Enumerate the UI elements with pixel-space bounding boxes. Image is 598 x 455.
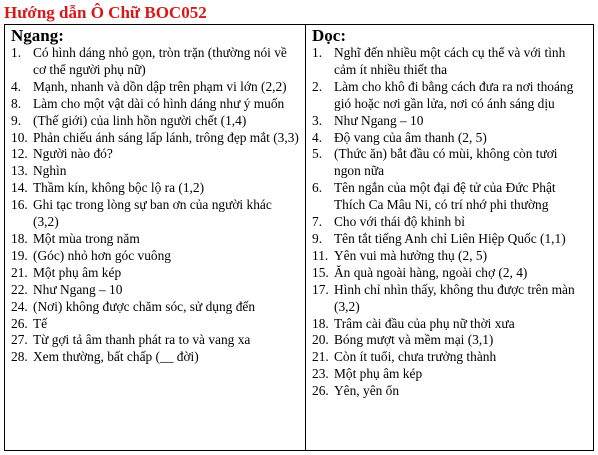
clue-number: 26. xyxy=(312,383,329,399)
clue-text: Cho với thái độ khinh bỉ xyxy=(334,214,465,230)
clue-number: 21. xyxy=(11,264,28,280)
down-clue xyxy=(312,383,587,400)
across-clue xyxy=(11,332,299,349)
down-column xyxy=(306,25,593,450)
clue-text: Còn ít tuổi, chưa trưởng thành xyxy=(334,349,497,365)
clue-number: 13. xyxy=(11,163,28,179)
clue-number: 16. xyxy=(11,197,28,213)
clue-number: 7. xyxy=(312,214,323,230)
clue-text: Nghĩ đến nhiều một cách cụ thể và với tình cảm ít nhiều thiết tha xyxy=(334,45,566,77)
clue-text: Trâm cài đầu của phụ nữ thời xưa xyxy=(334,315,515,331)
clue-text: Một phụ âm kép xyxy=(334,366,423,382)
clue-number: 1. xyxy=(11,45,22,60)
clue-text: (Thức ăn) bắt đầu có mùi, không còn tươi ngon nữa xyxy=(334,146,558,179)
down-clue-list xyxy=(312,45,587,400)
across-clue xyxy=(11,282,299,299)
clue-number: 2. xyxy=(312,78,323,94)
clue-text: Làm cho khô đi bằng cách đưa ra nơi thoáng gió hoặc nơi gần lửa, nơi có ánh sáng dịu xyxy=(334,78,574,111)
clue-number: 27. xyxy=(11,332,28,348)
across-clue xyxy=(11,146,299,163)
clue-text: (Nơi) không được chăm sóc, sử dụng đến xyxy=(33,298,256,314)
clue-text: Một phụ âm kép xyxy=(33,264,122,280)
clue-number: 4. xyxy=(11,78,22,94)
down-clue xyxy=(312,282,587,316)
clue-text: Yên vui mà hưởng thụ (2, 5) xyxy=(334,247,488,263)
clue-number: 28. xyxy=(11,349,28,365)
clue-text: Từ gợi tả âm thanh phát ra to và vang xa xyxy=(33,332,251,348)
clue-text: Độ vang của âm thanh (2, 5) xyxy=(334,129,487,145)
clue-text: Hình chỉ nhìn thấy, không thu được trên màn (3,2) xyxy=(334,281,575,314)
across-clue xyxy=(11,130,299,147)
clue-number: 10. xyxy=(11,129,28,145)
down-clue xyxy=(312,332,587,349)
across-clue xyxy=(11,349,299,366)
across-clue xyxy=(11,163,299,180)
clue-text: Mạnh, nhanh và dồn dập trên phạm vi lớn (2,2) xyxy=(33,78,287,94)
across-clue xyxy=(11,265,299,282)
down-clue xyxy=(312,316,587,333)
across-clue xyxy=(11,180,299,197)
across-clue xyxy=(11,299,299,316)
clue-number: 22. xyxy=(11,281,28,297)
across-clue xyxy=(11,96,299,113)
clue-text: Thầm kín, không bộc lộ ra (1,2) xyxy=(33,180,205,196)
clue-number: 14. xyxy=(11,180,28,196)
clue-number: 23. xyxy=(312,366,329,382)
clue-text: Ăn quà ngoài hàng, ngoài chợ (2, 4) xyxy=(334,264,528,280)
clue-number: 18. xyxy=(312,315,329,331)
clue-number: 18. xyxy=(11,230,28,246)
across-clue xyxy=(11,248,299,265)
clues-table xyxy=(4,24,594,451)
across-clue-list xyxy=(11,45,299,366)
down-clue xyxy=(312,366,587,383)
clue-text: Tế xyxy=(33,315,48,331)
down-clue xyxy=(312,349,587,366)
down-clue xyxy=(312,113,587,130)
clue-number: 20. xyxy=(312,332,329,348)
down-clue xyxy=(312,231,587,248)
clue-number: 17. xyxy=(312,281,329,297)
down-clue xyxy=(312,265,587,282)
across-clue xyxy=(11,113,299,130)
clue-text: Xem thường, bất chấp (__ đời) xyxy=(33,349,199,365)
across-clue xyxy=(11,316,299,333)
down-clue xyxy=(312,130,587,147)
clue-text: Nghìn xyxy=(33,163,67,179)
clue-number: 15. xyxy=(312,264,329,280)
clue-text: Tên ngắn của một đại đệ tử của Đức Phật Thích Ca Mâu Ni, có trí nhớ phi thường xyxy=(334,180,556,213)
clue-text: Một mùa trong năm xyxy=(33,230,140,246)
clue-number: 5. xyxy=(312,146,323,162)
clue-number: 21. xyxy=(312,349,329,365)
clue-number: 6. xyxy=(312,180,323,196)
down-clue xyxy=(312,214,587,231)
clue-text: Yên, yên ổn xyxy=(334,383,400,399)
down-clue xyxy=(312,146,587,180)
across-clue xyxy=(11,79,299,96)
across-column xyxy=(5,25,306,450)
clue-text: Như Ngang – 10 xyxy=(334,112,424,128)
down-clue xyxy=(312,79,587,113)
down-heading: Dọc: xyxy=(312,26,346,45)
clue-text: Như Ngang – 10 xyxy=(33,281,123,297)
clue-text: Làm cho một vật dài có hình dáng như ý muốn xyxy=(33,95,285,111)
down-clue xyxy=(312,248,587,265)
clue-number: 9. xyxy=(11,112,22,128)
clue-text: Bóng mượt và mềm mại (3,1) xyxy=(334,332,494,348)
clue-number: 9. xyxy=(312,230,323,246)
page-title: Hướng dẫn Ô Chữ BOC052 xyxy=(4,3,207,22)
clue-number: 12. xyxy=(11,146,28,162)
clue-number: 1. xyxy=(312,45,323,60)
clue-number: 26. xyxy=(11,315,28,331)
across-clue xyxy=(11,197,299,231)
clue-number: 3. xyxy=(312,112,323,128)
clue-number: 19. xyxy=(11,247,28,263)
clue-number: 4. xyxy=(312,129,323,145)
down-clue xyxy=(312,180,587,214)
down-clue xyxy=(312,45,587,79)
clue-text: (Thế giới) của linh hồn người chết (1,4) xyxy=(33,112,247,128)
clue-text: (Góc) nhỏ hơn góc vuông xyxy=(33,247,171,263)
clue-number: 24. xyxy=(11,298,28,314)
across-clue xyxy=(11,45,299,79)
clue-text: Người nào đó? xyxy=(33,146,113,162)
across-clue xyxy=(11,231,299,248)
clue-text: Phản chiếu ánh sáng lấp lánh, trông đẹp mắt (3,3) xyxy=(33,129,299,145)
across-heading: Ngang: xyxy=(11,26,64,45)
clue-number: 8. xyxy=(11,95,22,111)
clue-text: Tên tắt tiếng Anh chỉ Liên Hiệp Quốc (1,1) xyxy=(334,230,566,246)
clue-number: 11. xyxy=(312,247,329,263)
clue-text: Ghi tạc trong lòng sự ban ơn của người khác (3,2) xyxy=(33,197,272,230)
clue-text: Có hình dáng nhỏ gọn, tròn trặn (thường nói về cơ thể người phụ nữ) xyxy=(33,45,287,77)
